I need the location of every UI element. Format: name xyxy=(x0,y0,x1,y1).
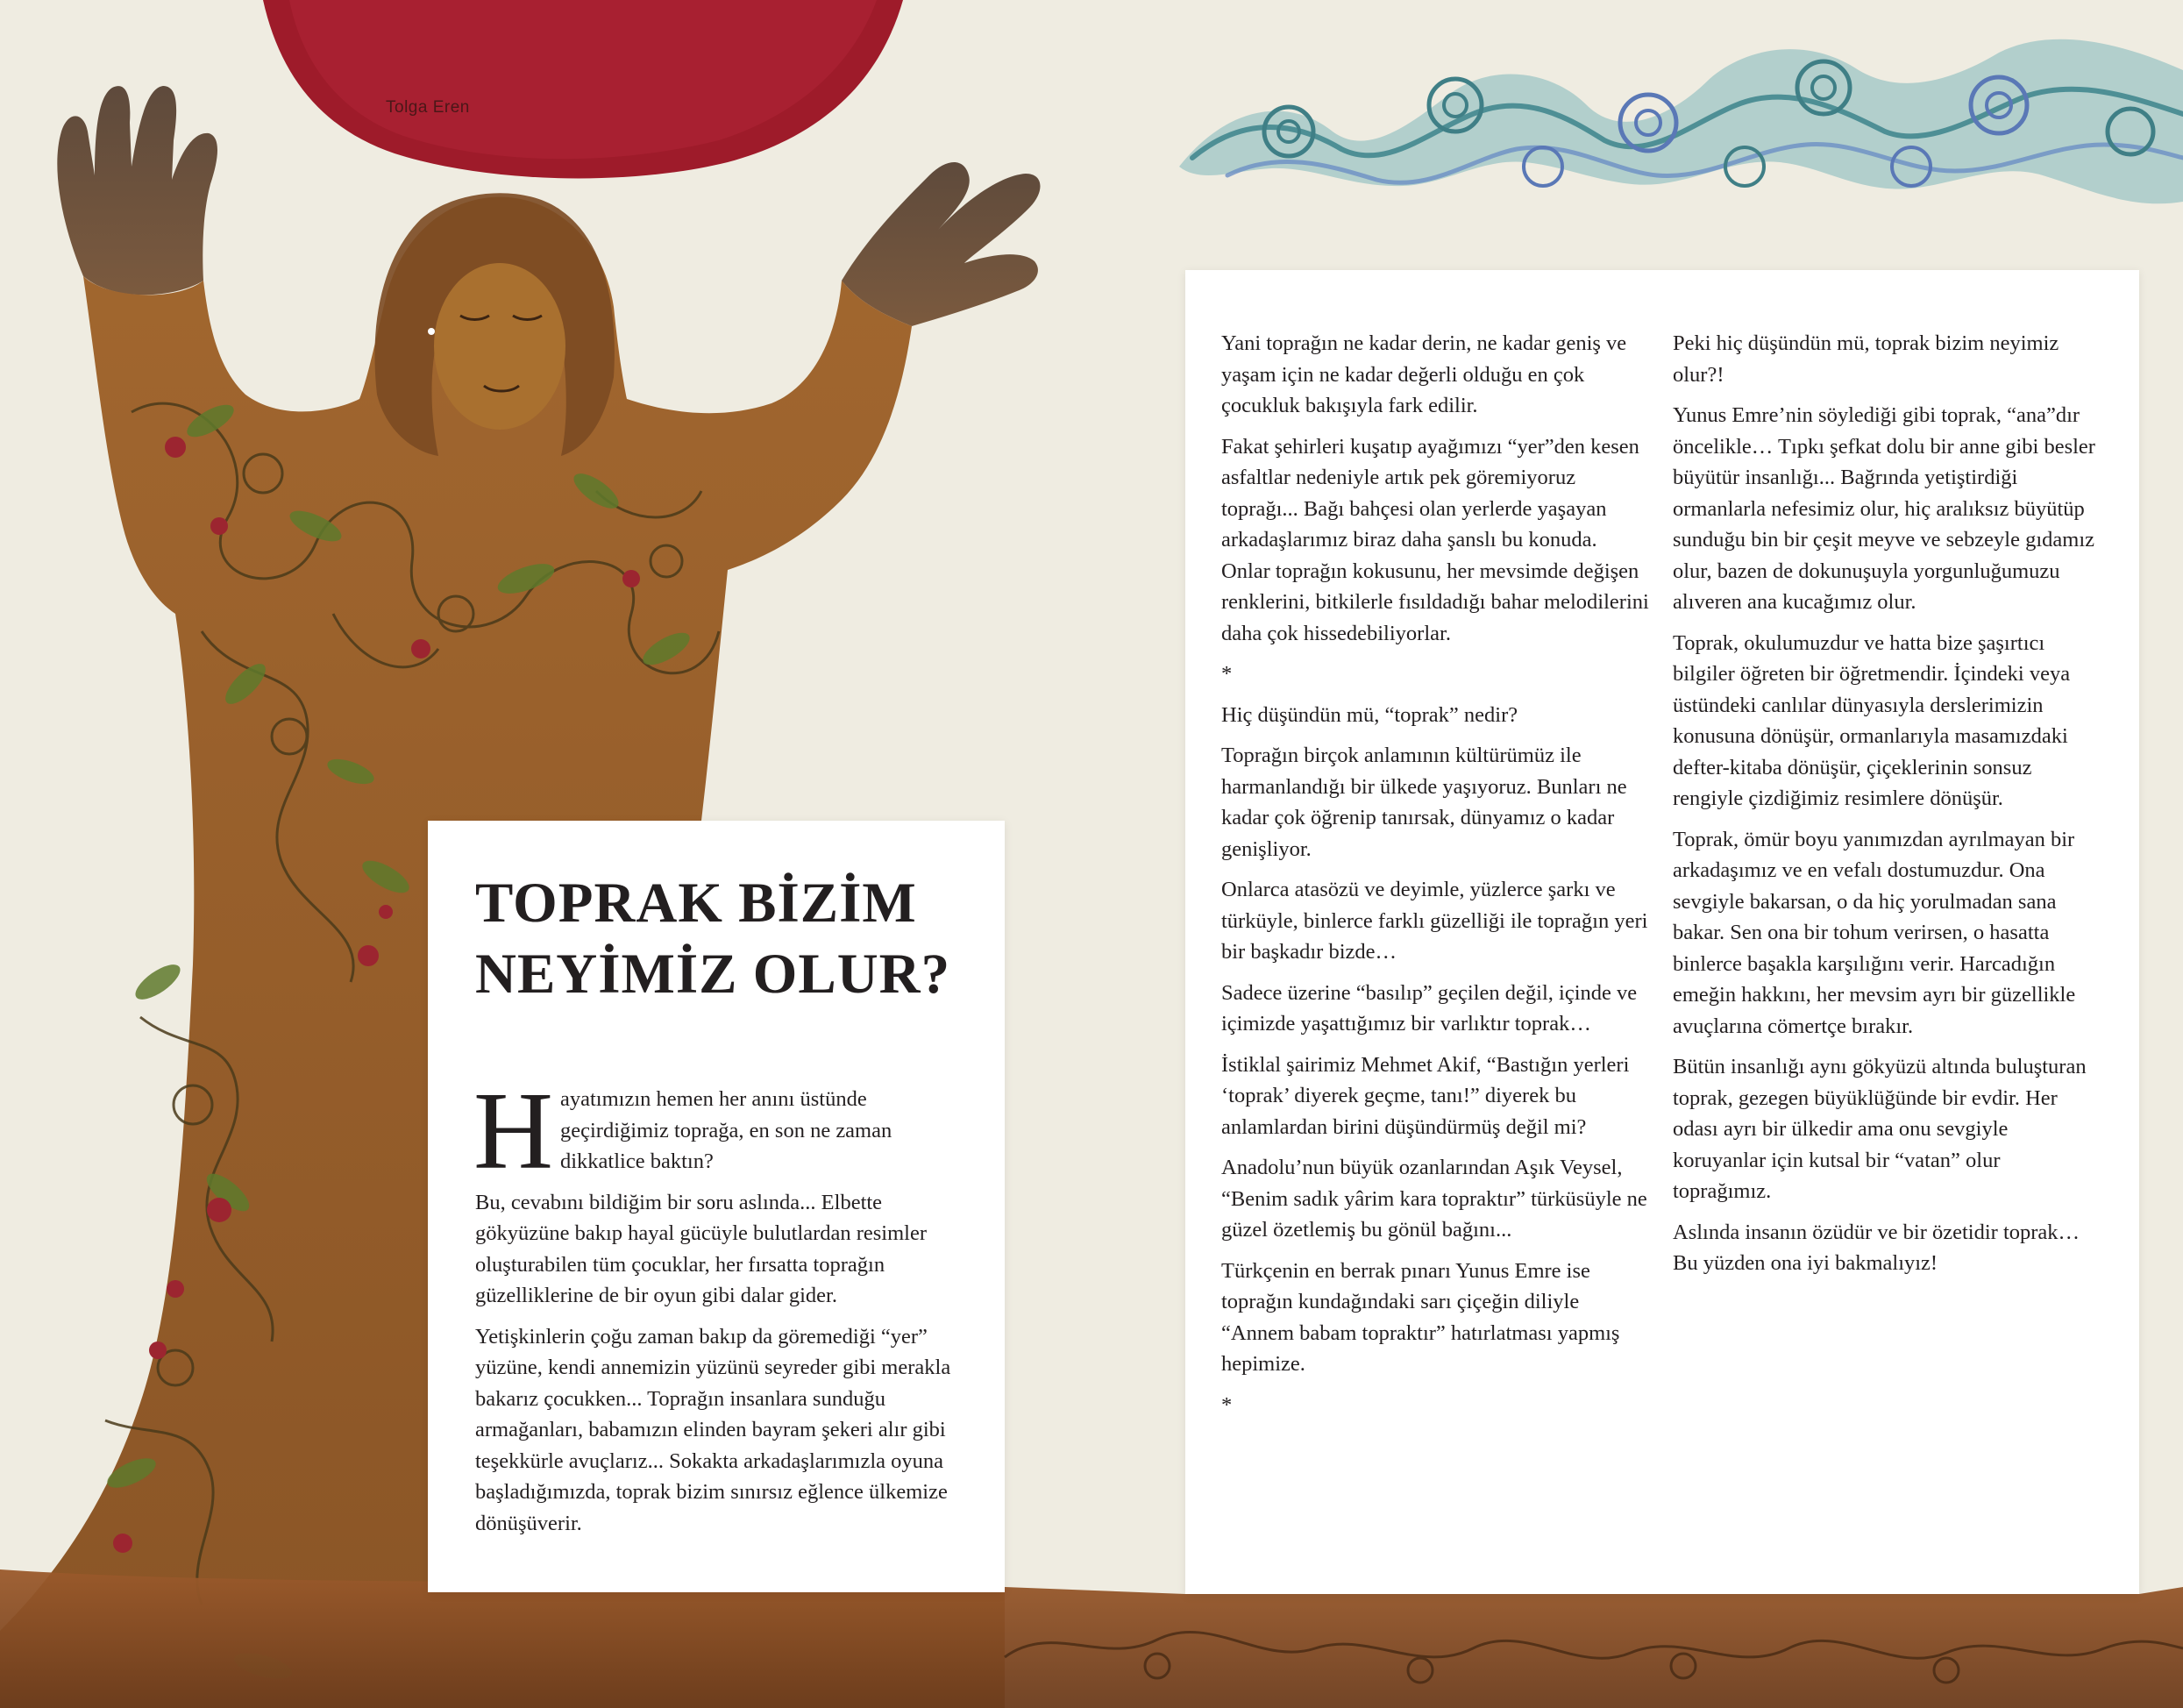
paragraph: Peki hiç düşündün mü, toprak bizim neyimiz olur?! xyxy=(1673,331,2059,387)
right-hand-shape xyxy=(842,162,1040,326)
intro-text-body: ayatımızın hemen her anını üstünde geçirdiğimiz toprağa, en son ne zaman dikkatlice baktın? xyxy=(560,1087,892,1173)
paragraph: Fakat şehirleri kuşatıp ayağımızı “yer”den kesen asfaltlar nedeniyle artık pek göremiyoruz toprağı... Bağı bahçesi olan yerlerde yaşayan arkadaşlarımız biraz daha şanslı bu konuda. Onlar toprağın kokusunu, her mevsimde değişen renklerini, bitkilerle fısıldadığı bahar melodilerini daha çok hissedebiliyorlar. xyxy=(1221,434,1649,645)
intro-paragraph xyxy=(473,1071,966,1192)
paragraph: İstiklal şairimiz Mehmet Akif, “Bastığın yerleri ‘toprak’ diyerek geçme, tanı!” diyerek bu anlamlardan birini düşündürmüş değil mi? xyxy=(1221,1052,1630,1139)
paragraph: Yani toprağın ne kadar derin, ne kadar geniş ve yaşam için ne kadar değerli olduğu en çok çocukluk bakışıyla fark edilir. xyxy=(1221,331,1627,417)
paragraph: Toprağın birçok anlamının kültürümüz ile harmanlandığı bir ülkede yaşıyoruz. Bunları ne kadar çok öğrenip tanırsak, dünyamız o kadar genişliyor. xyxy=(1221,744,1627,861)
illustration-credit: Tolga Eren xyxy=(386,98,470,117)
wave-decoration xyxy=(1179,39,2183,204)
title-line: TOPRAK BİZİM xyxy=(475,872,917,935)
paragraph: Yunus Emre’nin söylediği gibi toprak, “ana”dır öncelikle… Tıpkı şefkat dolu bir anne gibi besler büyütür insanlığı... Bağrında yetiştirdiği ormanlarla nefesimiz olur, hiç aralıksız büyütüp sunduğu bin bir çeşit meyve ve sebzeyle gıdamız olur, bazen de dokunuşuyla yorgunluğumuzu alıveren ana kucağımız olur. xyxy=(1673,403,2095,614)
article-column-1 xyxy=(1221,328,1651,1430)
paragraph: Yetişkinlerin çoğu zaman bakıp da göremediği “yer” yüzüne, kendi annemizin yüzünü seyreder gibi merakla bakarız çocukken... Toprağın insanlara sunduğu armağanları, babamızın elinden bayram şekeri alır gibi teşekkürle avuçlarız... Sokakta arkadaşlarımızla oyuna başladığımızda, toprak bizim sınırsız eğlence ülkemize dönüşüverir. xyxy=(475,1324,951,1535)
paragraph: Bu, cevabını bildiğim bir soru aslında... Elbette gökyüzüne bakıp hayal gücüyle bulutlardan resimler oluşturabilen tüm çocuklar, her fırsatta toprağın güzelliklerine de bir oyun gibi dalar gider. xyxy=(475,1190,928,1307)
paragraph: Onlarca atasözü ve deyimle, yüzlerce şarkı ve türküyle, binlerce farklı güzelliği ile toprağın yeri bir başkadır bizde… xyxy=(1221,878,1648,964)
title-line: NEYİMİZ OLUR? xyxy=(475,943,951,1006)
drop-cap: H xyxy=(473,1071,553,1192)
page-title xyxy=(475,868,984,1010)
intro-text xyxy=(473,1071,966,1548)
paragraph: Aslında insanın özüdür ve bir özetidir toprak… Bu yüzden ona iyi bakmalıyız! xyxy=(1673,1220,2080,1275)
paragraph: Hiç düşündün mü, “toprak” nedir? xyxy=(1221,702,1518,727)
paragraph: Sadece üzerine “basılıp” geçilen değil, içinde ve içimizde yaşattığımız bir varlıktır toprak… xyxy=(1221,980,1638,1035)
paragraph: Bütün insanlığı aynı gökyüzü altında buluşturan toprak, gezegen büyüklüğünde bir evdir. Her odası ayrı bir ülkedir ama onu sevgiyle koruyanlar için kutsal bir “vatan” olur toprağımız. xyxy=(1673,1055,2087,1203)
paragraph: Anadolu’nun büyük ozanlarından Aşık Veysel, “Benim sadık yârim kara topraktır” türküsüyle ne güzel özetlemiş bu gönül bağını... xyxy=(1221,1156,1647,1242)
left-hand-shape xyxy=(57,86,217,295)
paragraph: Toprak, ömür boyu yanımızdan ayrılmayan bir arkadaşımız ve en vefalı dostumuzdur. Ona sevgiyle bakarsan, o da hiç yorulmadan sana bakar. Sen ona bir tohum verirsen, o hasatta binlerce başakla karşılığını verir. Harcadığın emeğin hakkını, her mevsim ayrı bir güzellikle avuçlarına cömertçe bırakır. xyxy=(1673,827,2076,1038)
section-separator: * xyxy=(1221,1392,1233,1417)
paragraph: Türkçenin en berrak pınarı Yunus Emre ise toprağın kundağındaki sarı çiçeğin diliyle “Annem babam topraktır” hatırlatması yapmış hepimize. xyxy=(1221,1258,1620,1376)
paragraph: Toprak, okulumuzdur ve hatta bize şaşırtıcı bilgiler öğreten bir öğretmendir. İçindeki veya üstündeki canlılar dünyasıyla derslerimizin konusuna dönüşür, ormanlarıyla masamızdaki defter-kitaba dönüşür, çiçeklerinin sonsuz rengiyle çizdiğimiz resimlere dönüşür. xyxy=(1673,630,2071,810)
article-column-2 xyxy=(1673,328,2102,1289)
face-shape xyxy=(434,263,565,430)
section-separator: * xyxy=(1221,662,1233,686)
